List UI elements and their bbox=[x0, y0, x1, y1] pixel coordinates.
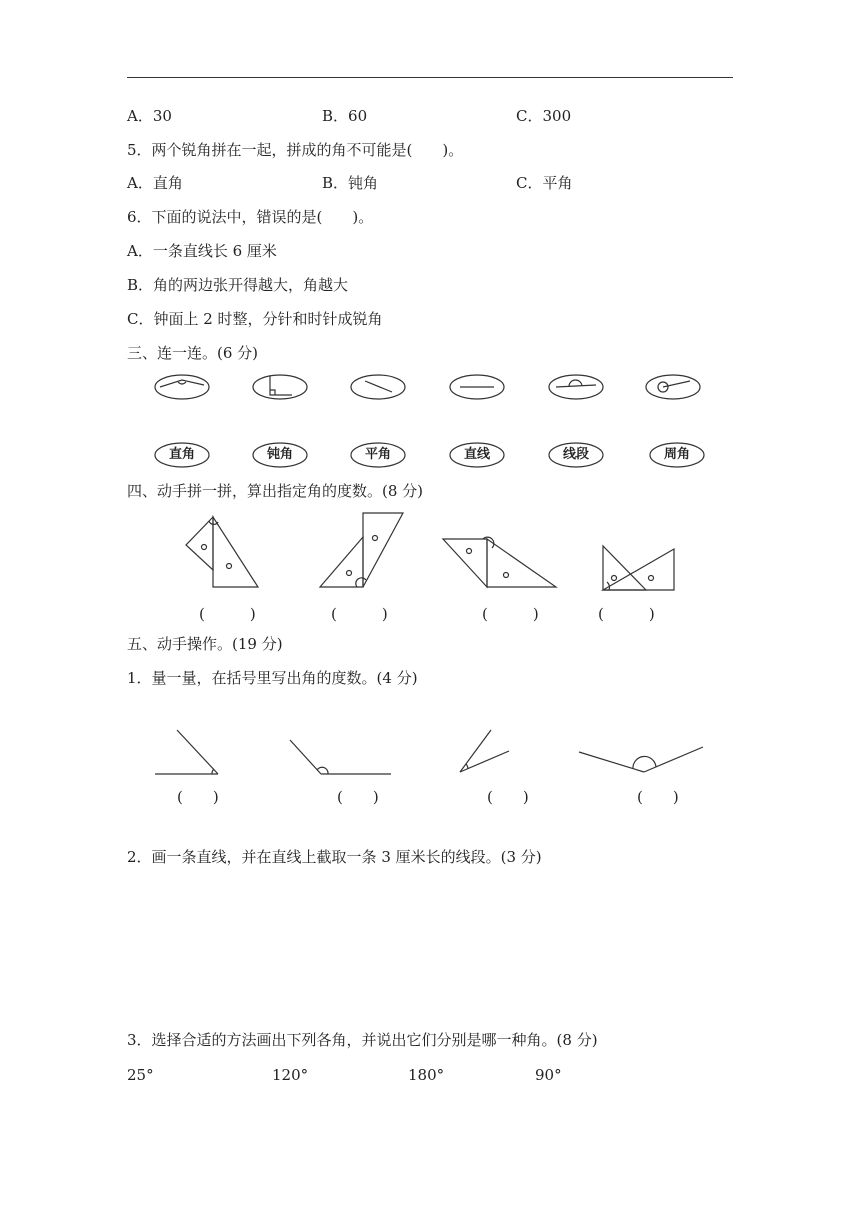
section5-q3-stem: 3．选择合适的方法画出下列各角，并说出它们分别是哪一种角。(8 分) bbox=[127, 1031, 598, 1049]
figure-line-segment[interactable] bbox=[351, 375, 405, 399]
q1-blank-2[interactable]: ( ) bbox=[337, 788, 379, 806]
q5-option-b[interactable]: B．钝角 bbox=[322, 174, 379, 192]
q4-option-b[interactable]: B．60 bbox=[322, 107, 368, 125]
label-straight-line: 直线 bbox=[463, 447, 490, 462]
setsquare-figure-3 bbox=[443, 537, 556, 587]
figure-full-angle[interactable] bbox=[646, 375, 700, 399]
section5-q2-stem: 2．画一条直线，并在直线上截取一条 3 厘米长的线段。(3 分) bbox=[127, 848, 542, 866]
q6-stem: 6．下面的说法中，错误的是( )。 bbox=[127, 208, 374, 226]
section4-blank-3[interactable]: ( ) bbox=[482, 605, 539, 623]
q6-option-b[interactable]: B．角的两边张开得越大，角越大 bbox=[127, 276, 349, 294]
figure-straight-line[interactable] bbox=[450, 375, 504, 399]
measure-angle-3 bbox=[460, 730, 509, 772]
section3-title: 三、连一连。(6 分) bbox=[127, 344, 259, 362]
q5-option-c[interactable]: C．平角 bbox=[516, 174, 573, 192]
section4-blank-4[interactable]: ( ) bbox=[598, 605, 655, 623]
q3-angle-120: 120° bbox=[272, 1066, 309, 1084]
q3-angle-90: 90° bbox=[535, 1066, 562, 1084]
section5-q1-stem: 1．量一量，在括号里写出角的度数。(4 分) bbox=[127, 669, 418, 687]
label-full-angle: 周角 bbox=[663, 447, 690, 462]
section4-blank-2[interactable]: ( ) bbox=[331, 605, 388, 623]
figure-straight-angle[interactable] bbox=[549, 375, 603, 399]
q5-stem: 5．两个锐角拼在一起，拼成的角不可能是( )。 bbox=[127, 141, 464, 159]
measure-angle-1 bbox=[155, 730, 218, 774]
section4-blank-1[interactable]: ( ) bbox=[199, 605, 256, 623]
q6-option-c[interactable]: C．钟面上 2 时整，分针和时针成锐角 bbox=[127, 310, 383, 328]
q3-angle-25: 25° bbox=[127, 1066, 154, 1084]
label-straight-angle: 平角 bbox=[364, 447, 391, 462]
label-line-segment: 线段 bbox=[562, 447, 589, 462]
setsquare-figure-2 bbox=[320, 513, 403, 587]
setsquare-figure-4 bbox=[603, 546, 674, 590]
q6-option-a[interactable]: A．一条直线长 6 厘米 bbox=[127, 242, 277, 260]
q3-angle-180: 180° bbox=[408, 1066, 445, 1084]
q4-option-c[interactable]: C．300 bbox=[516, 107, 572, 125]
q5-option-a[interactable]: A．直角 bbox=[127, 174, 183, 192]
setsquare-figure-1 bbox=[186, 517, 258, 587]
q4-option-a[interactable]: A．30 bbox=[127, 107, 172, 125]
measure-angle-4 bbox=[579, 747, 703, 772]
section5-title: 五、动手操作。(19 分) bbox=[127, 635, 283, 653]
figure-obtuse-angle[interactable] bbox=[155, 375, 209, 399]
label-right-angle: 直角 bbox=[168, 447, 195, 462]
measure-angle-2 bbox=[290, 740, 391, 774]
q1-blank-4[interactable]: ( ) bbox=[637, 788, 679, 806]
section4-title: 四、动手拼一拼，算出指定角的度数。(8 分) bbox=[127, 482, 424, 500]
q1-blank-1[interactable]: ( ) bbox=[177, 788, 219, 806]
figure-right-angle[interactable] bbox=[253, 375, 307, 399]
q1-blank-3[interactable]: ( ) bbox=[487, 788, 529, 806]
label-obtuse-angle: 钝角 bbox=[266, 447, 293, 462]
